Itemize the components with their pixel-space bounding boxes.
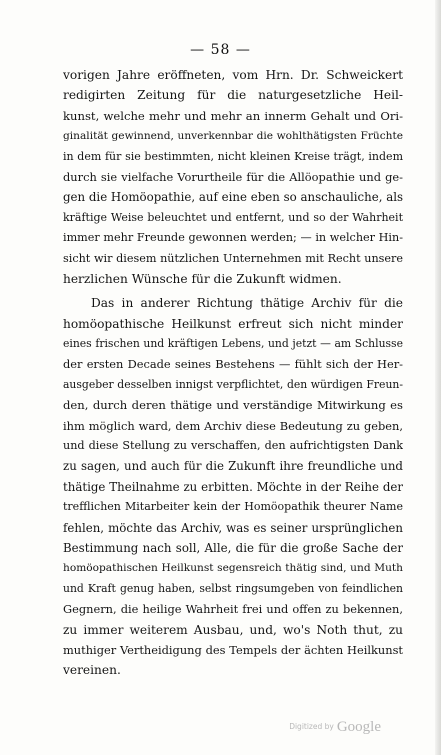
text-line: vereinen. [63,663,121,678]
text-line: zu sagen, und auch für die Zukunft ihre freundliche und [63,459,403,474]
text-line: zu immer weiterem Ausbau, und, wo's Noth thut, zu [63,622,403,637]
text-line: herzlichen Wünsche für die Zukunft widmen. [63,271,342,286]
text-line: kräftige Weise beleuchtet und entfernt, und so der Wahrheit [63,210,403,224]
text-line: in dem für sie bestimmten, nicht kleinen Kreise trägt, indem [63,149,403,163]
text-line: trefflichen Mitarbeiter kein der Homöopathik theurer Name [63,500,403,514]
text-line: Das in anderer Richtung thätige Archiv für die [91,296,403,311]
text-line: gen die Homöopathie, auf eine eben so anschauliche, als [63,190,403,205]
text-line: ginalität gewinnend, unverkennbar die wohlthätigsten Früchte [63,130,403,143]
text-line: immer mehr Freunde gewonnen werden; — in welcher Hin- [63,231,403,245]
watermark-prefix: Digitized by [289,722,334,731]
text-line: der ersten Decade seines Bestehens — fühlt sich der Her- [63,357,403,372]
text-line: Bestimmung nach soll, Alle, die für die große Sache der [63,540,403,555]
text-line: homöopathischen Heilkunst segensreich thätig sind, und Muth [63,562,403,575]
text-line: sicht wir diesem nützlichen Unternehmen mit Recht unsere [63,251,403,265]
text-line: kunst, welche mehr und mehr an innerm Gehalt und Ori- [63,108,403,123]
page-edge-shadow [435,0,441,755]
body-text [63,65,403,681]
text-line: muthiger Vertheidigung des Tempels der ächten Heilkunst [63,642,403,657]
text-line: ihm möglich ward, dem Archiv diese Bedeutung zu geben, [63,418,403,433]
page-number: — 58 — [190,42,251,58]
text-line: eines frischen und kräftigen Lebens, und jetzt — am Schlusse [63,337,403,351]
text-line: thätige Theilnahme zu erbitten. Möchte in der Reihe der [63,479,403,494]
text-line: homöopathische Heilkunst erfreut sich nicht minder [63,316,403,331]
text-line: und diese Stellung zu verschaffen, den aufrichtigsten Dank [63,439,403,453]
google-logo: Google [336,719,381,735]
text-line: Gegnern, die heilige Wahrheit frei und offen zu bekennen, [63,602,403,617]
text-line: den, durch deren thätige und verständige Mitwirkung es [63,398,403,413]
text-line: und Kraft genug haben, selbst ringsumgeben von feindlichen [63,581,403,595]
text-line: vorigen Jahre eröffneten, vom Hrn. Dr. Schweickert [63,68,403,82]
text-line: redigirten Zeitung für die naturgesetzliche Heil- [63,88,403,103]
text-line: ausgeber desselben innigst verpflichtet, den würdigen Freun- [63,377,403,391]
digitized-by-google-watermark [289,716,381,736]
paragraph-1 [63,65,403,289]
text-line: fehlen, möchte das Archiv, was es seiner ursprünglichen [63,520,403,535]
text-line: durch sie vielfache Vorurtheile für die Allöopathie und ge- [63,169,403,184]
paragraph-2 [63,293,403,680]
